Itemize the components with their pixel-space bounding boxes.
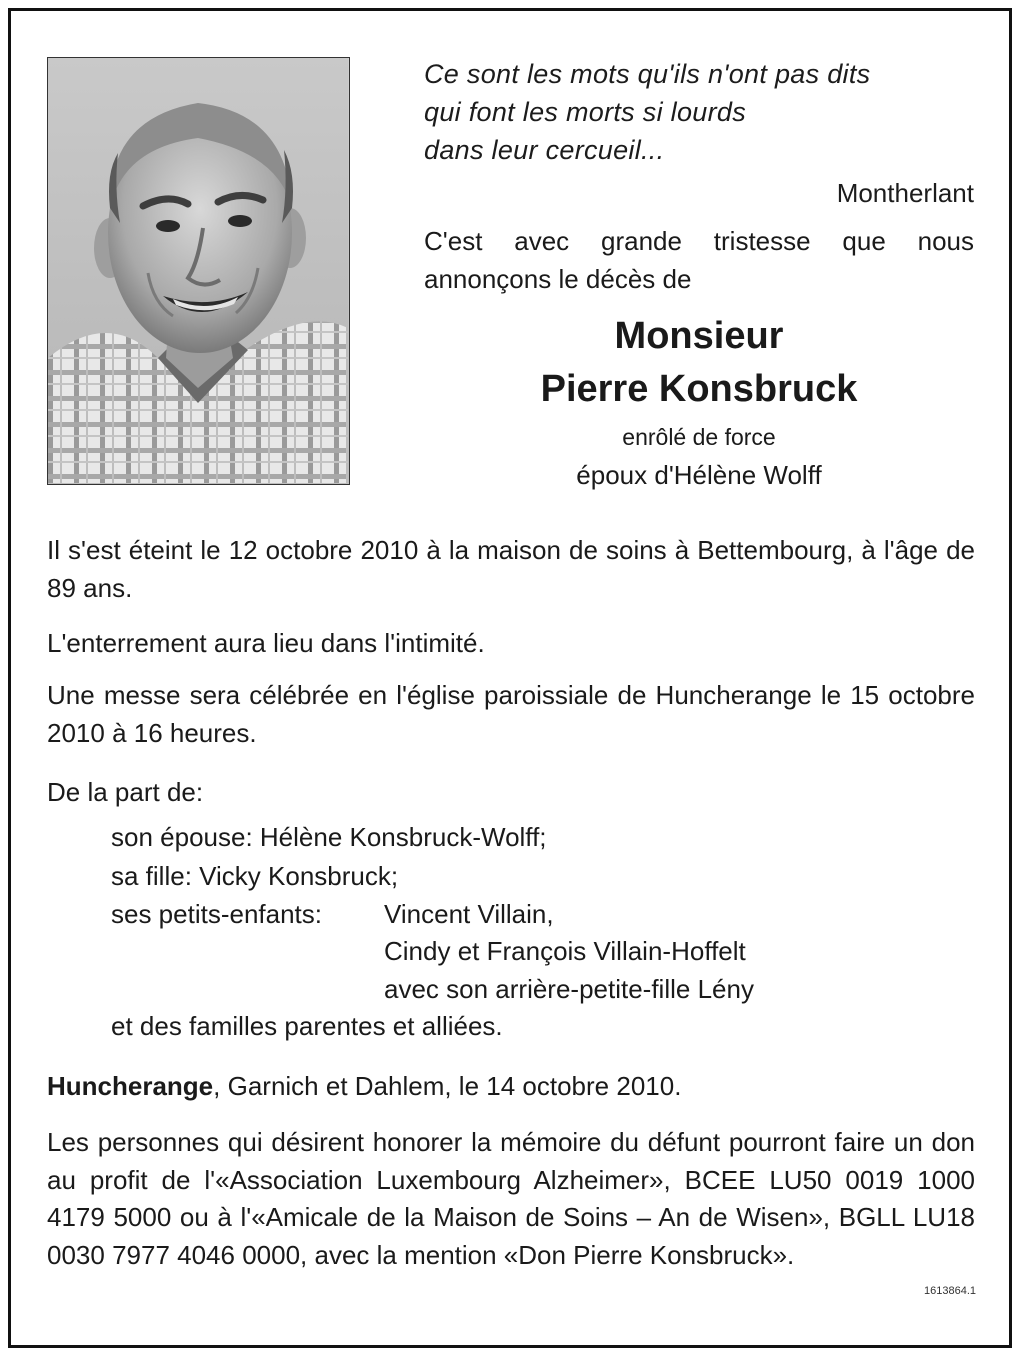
deceased-spouse: époux d'Hélène Wolff xyxy=(576,460,822,490)
reference-number: 1613864.1 xyxy=(924,1285,976,1297)
deceased-honorific: Monsieur xyxy=(614,315,784,357)
burial-paragraph: L'enterrement aura lieu dans l'intimité. xyxy=(47,628,485,658)
mass-paragraph: Une messe sera célébrée en l'église paroissiale de Huncherange le 15 octobre 2010 à 16 heures. xyxy=(47,680,975,748)
deceased-status: enrôlé de force xyxy=(622,424,776,450)
place-rest: , Garnich et Dahlem, le 14 octobre 2010. xyxy=(213,1071,682,1101)
quote-line: dans leur cercueil... xyxy=(424,135,665,165)
family-grandchildren-label: ses petits-enfants: xyxy=(111,899,322,929)
quote-line: Ce sont les mots qu'ils n'ont pas dits xyxy=(424,59,871,89)
portrait-photo xyxy=(47,57,350,485)
family-grandchild: Cindy et François Villain-Hoffelt xyxy=(384,936,746,966)
quote-line: qui font les morts si lourds xyxy=(424,97,747,127)
epigraph-quote xyxy=(424,55,870,169)
family-others: et des familles parentes et alliées. xyxy=(111,1011,503,1041)
place-bold: Huncherange xyxy=(47,1071,214,1101)
announcement-intro: C'est avec grande tristesse que nous annonçons le décès de xyxy=(424,226,974,294)
family-spouse: son épouse: Hélène Konsbruck-Wolff; xyxy=(111,822,547,852)
death-paragraph: Il s'est éteint le 12 octobre 2010 à la maison de soins à Bettembourg, à l'âge de 89 ans. xyxy=(47,535,975,603)
deceased-name: Pierre Konsbruck xyxy=(540,368,858,410)
family-daughter: sa fille: Vicky Konsbruck; xyxy=(111,861,399,891)
family-grandchild: Vincent Villain, xyxy=(384,899,554,929)
quote-author: Montherlant xyxy=(836,178,974,208)
donation-paragraph: Les personnes qui désirent honorer la mémoire du défunt pourront faire un don au profit de l'«Association Luxembourg Alzheimer», BCEE LU50 0019 1000 4179 5000 ou à l'«Amicale de la Maison de Soins – An de Wisen», BGLL LU18 0030 7977 4046 0000, avec la mention «Don Pierre Konsbruck». xyxy=(47,1127,975,1270)
family-intro: De la part de: xyxy=(47,777,204,807)
family-great-grandchild: avec son arrière-petite-fille Lény xyxy=(384,974,754,1004)
place-date-line xyxy=(47,1067,681,1105)
